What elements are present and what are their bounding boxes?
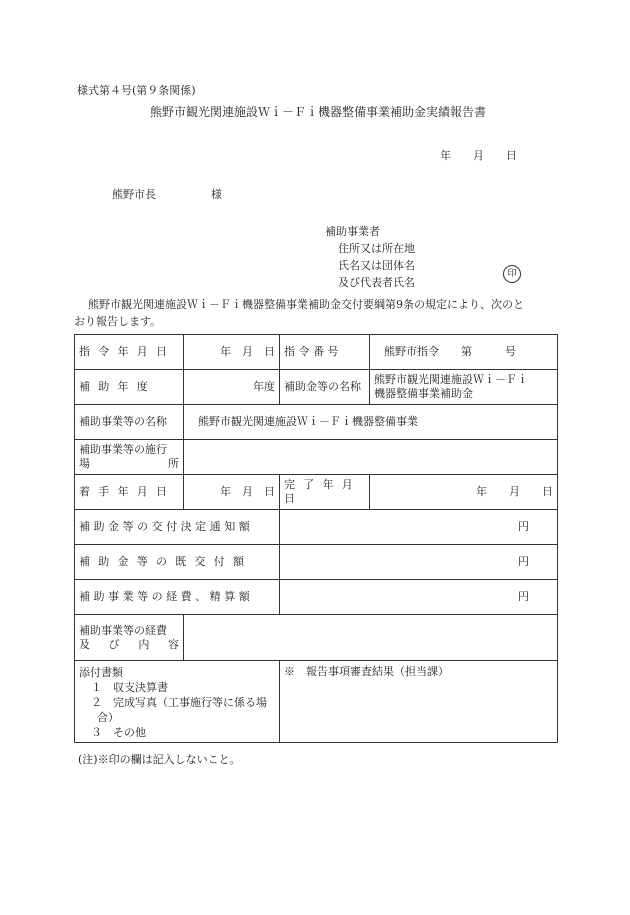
document-title: 熊野市観光関連施設Ｗｉ－Ｆｉ機器整備事業補助金実績報告書 (150, 105, 487, 119)
review-result-cell (280, 661, 558, 743)
intro-line-2: おり報告します。 (74, 315, 162, 328)
project-site-label-line-2: 場所 (79, 457, 179, 470)
applicant-address-label: 住所又は所在地 (338, 242, 415, 255)
paid-amount-label: 補助金等の既交付額 (75, 545, 280, 580)
order-date-label: 指令年月日 (75, 335, 184, 370)
attachment-item: ２ 完成写真（工事施行等に係る場 (91, 696, 267, 709)
fiscal-year-value[interactable]: 年度 (184, 370, 280, 405)
report-form-table (74, 334, 558, 743)
order-number-value[interactable]: 熊野市指令 第 号 (370, 335, 558, 370)
expense-content-label-line-1: 補助事業等の経費 (79, 623, 167, 637)
seal-mark: 印 (503, 265, 521, 283)
addressee: 熊野市長 様 (112, 188, 222, 201)
attachments-title: 添付書類 (79, 666, 123, 679)
grant-decision-amount-value[interactable]: 円 (280, 510, 558, 545)
attachment-item: １ 収支決算書 (91, 681, 168, 694)
subsidy-name-line-2: 機器整備事業補助金 (374, 387, 473, 400)
settled-cost-label: 補助事業等の経費、精算額 (75, 580, 280, 615)
order-date-value[interactable]: 年 月 日 (184, 335, 280, 370)
start-date-label: 着手年月日 (75, 475, 184, 510)
settled-cost-value[interactable]: 円 (280, 580, 558, 615)
end-date-label: 完了年月日 (280, 475, 370, 510)
review-result-label: ※ 報告事項審査結果（担当課） (284, 665, 449, 678)
expense-content-label (75, 615, 184, 661)
expense-content-label-line-2: 及び内容 (79, 637, 179, 651)
expense-content-value[interactable] (184, 615, 558, 661)
paid-amount-value[interactable]: 円 (280, 545, 558, 580)
attachments-cell (75, 661, 280, 743)
start-date-value[interactable]: 年 月 日 (184, 475, 280, 510)
subsidy-name-line-1: 熊野市観光関連施設Ｗｉ－Ｆｉ (374, 373, 528, 386)
subsidy-name-label: 補助金等の名称 (280, 370, 370, 405)
project-site-label (75, 440, 184, 475)
project-site-value[interactable] (184, 440, 558, 475)
applicant-name-label: 氏名又は団体名 (338, 259, 415, 272)
project-name-value: 熊野市観光関連施設Ｗｉ－Ｆｉ機器整備事業 (184, 405, 558, 440)
form-number: 様式第４号(第９条関係) (77, 84, 196, 97)
applicant-heading: 補助事業者 (325, 225, 380, 238)
footnote: (注)※印の欄は記入しないこと。 (78, 753, 241, 766)
attachment-item: ３ その他 (91, 726, 146, 739)
project-name-label: 補助事業等の名称 (75, 405, 184, 440)
subsidy-name-value (370, 370, 558, 405)
applicant-rep-label: 及び代表者氏名 (338, 276, 415, 289)
report-date: 年 月 日 (440, 149, 517, 162)
attachment-item: 合） (97, 711, 119, 724)
intro-line-1: 熊野市観光関連施設Ｗｉ－Ｆｉ機器整備事業補助金交付要綱第9条の規定により、次のと (88, 298, 524, 311)
end-date-value[interactable]: 年 月 日 (370, 475, 558, 510)
project-site-label-line-1: 補助事業等の施行 (79, 443, 167, 456)
order-number-label: 指令番号 (280, 335, 370, 370)
grant-decision-amount-label: 補助金等の交付決定通知額 (75, 510, 280, 545)
fiscal-year-label: 補助年度 (75, 370, 184, 405)
